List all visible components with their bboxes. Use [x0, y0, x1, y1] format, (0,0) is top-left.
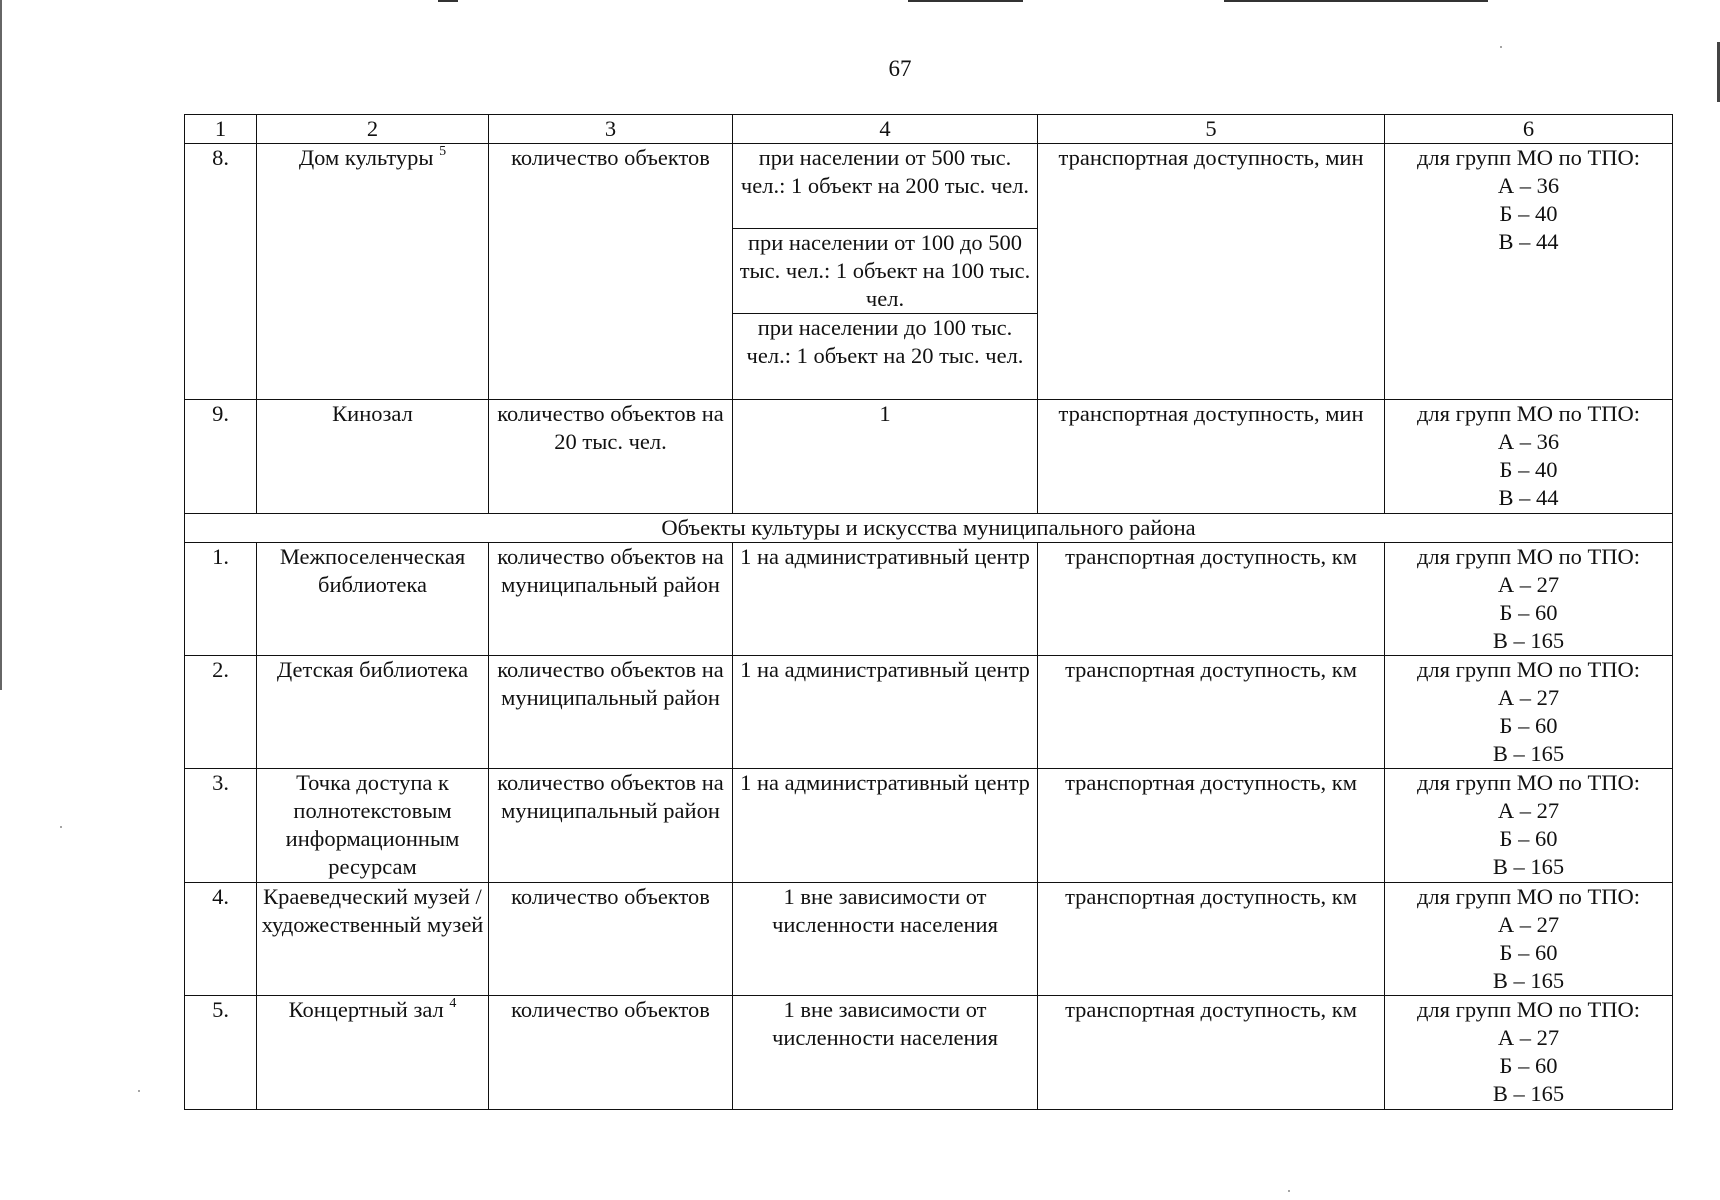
row-number: 2.	[185, 656, 257, 769]
scan-artifact-top-center	[908, 0, 1023, 2]
norm-cell: 1 на административный центр	[733, 543, 1038, 656]
column-number: 2	[257, 115, 489, 144]
group-value: В – 165	[1492, 741, 1565, 766]
facility-name-text: Концертный зал	[288, 997, 444, 1022]
indicator-unit: количество объектов на муниципальный район	[489, 769, 733, 883]
norm-cell: 1 на административный центр	[733, 656, 1038, 769]
facility-name: Межпоселенческая библиотека	[257, 543, 489, 656]
norm-cell: 1 вне зависимости от численности населения	[733, 996, 1038, 1110]
section-title: Объекты культуры и искусства муниципального района	[185, 514, 1673, 543]
group-value: В – 44	[1498, 485, 1559, 510]
accessibility: транспортная доступность, мин	[1038, 144, 1385, 400]
group-value: Б – 60	[1499, 826, 1558, 851]
norm-subrow: при населении от 500 тыс. чел.: 1 объект на 200 тыс. чел.	[733, 144, 1037, 229]
column-number: 1	[185, 115, 257, 144]
group-values	[1385, 543, 1673, 656]
indicator-unit: количество объектов	[489, 996, 733, 1110]
group-value: А – 36	[1497, 429, 1560, 454]
group-values	[1385, 144, 1673, 400]
indicator-unit: количество объектов	[489, 883, 733, 996]
groups-title: для групп МО по ТПО:	[1416, 657, 1641, 682]
groups-title: для групп МО по ТПО:	[1416, 997, 1641, 1022]
facility-name	[257, 144, 489, 400]
table-row	[185, 400, 1673, 514]
group-value: А – 27	[1497, 798, 1560, 823]
group-value: Б – 60	[1499, 1053, 1558, 1078]
column-number-row	[185, 115, 1673, 144]
table-row	[185, 883, 1673, 996]
accessibility: транспортная доступность, км	[1038, 543, 1385, 656]
group-value: Б – 60	[1499, 940, 1558, 965]
row-number: 3.	[185, 769, 257, 883]
groups-title: для групп МО по ТПО:	[1416, 401, 1641, 426]
group-value: В – 165	[1492, 968, 1565, 993]
table-row	[185, 144, 1673, 400]
page-number: 67	[888, 56, 912, 81]
norm-subrow: при населении от 100 до 500 тыс. чел.: 1 объект на 100 тыс. чел.	[733, 229, 1037, 314]
section-row	[185, 514, 1673, 543]
table-row	[185, 769, 1673, 883]
groups-title: для групп МО по ТПО:	[1416, 544, 1641, 569]
row-number: 9.	[185, 400, 257, 514]
group-value: В – 165	[1492, 1081, 1565, 1106]
groups-title: для групп МО по ТПО:	[1416, 145, 1641, 170]
scan-speck	[138, 1090, 140, 1092]
group-value: А – 27	[1497, 912, 1560, 937]
norms-table-body	[185, 115, 1673, 1110]
group-value: Б – 40	[1499, 457, 1558, 482]
indicator-unit: количество объектов на муниципальный район	[489, 656, 733, 769]
group-value: А – 27	[1497, 685, 1560, 710]
footnote-ref: 5	[439, 143, 447, 159]
group-value: Б – 60	[1499, 600, 1558, 625]
facility-name: Кинозал	[257, 400, 489, 514]
group-values	[1385, 883, 1673, 996]
scan-speck	[60, 826, 62, 828]
norm-subrow: при населении до 100 тыс. чел.: 1 объект на 20 тыс. чел.	[746, 315, 1024, 368]
facility-name	[257, 996, 489, 1110]
accessibility: транспортная доступность, км	[1038, 769, 1385, 883]
row-number: 1.	[185, 543, 257, 656]
indicator-unit: количество объектов на 20 тыс. чел.	[489, 400, 733, 514]
group-values	[1385, 400, 1673, 514]
groups-title: для групп МО по ТПО:	[1416, 884, 1641, 909]
indicator-unit: количество объектов на муниципальный район	[489, 543, 733, 656]
scan-speck	[1288, 1190, 1290, 1192]
accessibility: транспортная доступность, км	[1038, 996, 1385, 1110]
group-values	[1385, 769, 1673, 883]
norms-table	[184, 114, 1673, 1110]
footnote-ref: 4	[449, 995, 457, 1011]
group-value: В – 44	[1498, 229, 1559, 254]
group-value: В – 165	[1492, 854, 1565, 879]
norm-cell: 1 вне зависимости от численности населения	[733, 883, 1038, 996]
group-value: А – 36	[1497, 173, 1560, 198]
group-values	[1385, 996, 1673, 1110]
group-value: А – 27	[1497, 572, 1560, 597]
row-number: 8.	[185, 144, 257, 400]
column-number: 3	[489, 115, 733, 144]
norm-cell	[733, 144, 1038, 400]
column-number: 5	[1038, 115, 1385, 144]
scan-artifact-left-edge	[0, 0, 2, 690]
groups-title: для групп МО по ТПО:	[1416, 770, 1641, 795]
column-number: 6	[1385, 115, 1673, 144]
norm-cell: 1 на административный центр	[733, 769, 1038, 883]
group-value: Б – 60	[1499, 713, 1558, 738]
norm-cell: 1	[733, 400, 1038, 514]
column-number: 4	[733, 115, 1038, 144]
scan-artifact-top-right	[1224, 0, 1488, 2]
group-value: Б – 40	[1499, 201, 1558, 226]
scan-artifact-top-left	[438, 0, 458, 2]
group-value: В – 165	[1492, 628, 1565, 653]
scan-speck	[1500, 46, 1502, 48]
accessibility: транспортная доступность, км	[1038, 883, 1385, 996]
facility-name: Детская библиотека	[257, 656, 489, 769]
table-row	[185, 656, 1673, 769]
accessibility: транспортная доступность, мин	[1038, 400, 1385, 514]
table-row	[185, 543, 1673, 656]
row-number: 5.	[185, 996, 257, 1110]
facility-name: Точка доступа к полнотекстовым информационным ресурсам	[257, 769, 489, 883]
accessibility: транспортная доступность, км	[1038, 656, 1385, 769]
facility-name: Краеведческий музей / художественный музей	[257, 883, 489, 996]
group-values	[1385, 656, 1673, 769]
indicator-unit: количество объектов	[489, 144, 733, 400]
facility-name-text: Дом культуры	[298, 145, 434, 170]
row-number: 4.	[185, 883, 257, 996]
group-value: А – 27	[1497, 1025, 1560, 1050]
table-row	[185, 996, 1673, 1110]
